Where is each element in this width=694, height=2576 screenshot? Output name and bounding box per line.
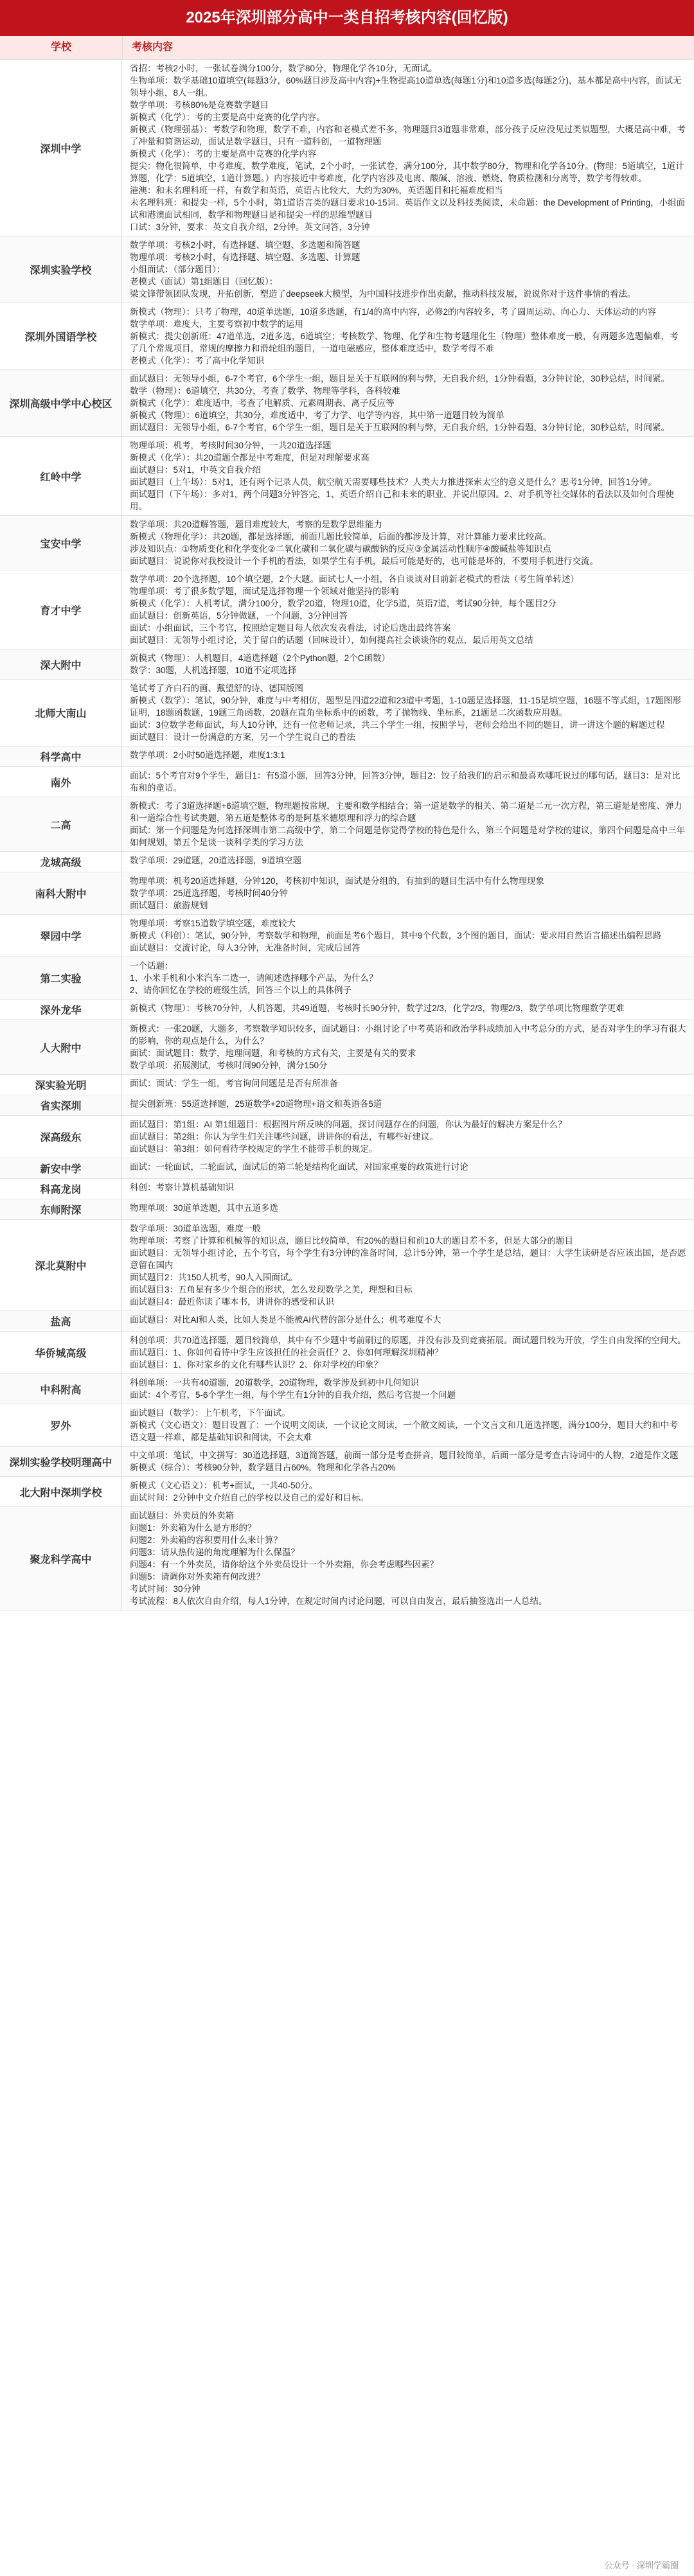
table-row	[0, 797, 694, 852]
exam-content: 新模式：考了3道选择题+6道填空题，物理题按常规，主要和数学相结合；第一道是数学的相关、第二道是二元一次方程，第三道是是密度、弹力和一道综合性考试类题，第五道是整体考的是阿基米德原理和浮力的综合题 面试：第一个问题是为何选择深圳市第二高级中学，第二个问题是你觉得学校的特色是什么，第三个问题是对学校的建议，第四个问题是高中三年如何规划，第五个是谈一谈科学类的学习方法	[130, 801, 685, 847]
table-row	[0, 1095, 694, 1116]
exam-content: 物理单项：机考20道选择题，分钟120，考核初中知识，面试是分组的，有抽到的题目生活中有什么物理现象 数学单项：25道选择题，考核时间40分钟 面试题目：旅游规划	[130, 876, 545, 910]
school-name: 省实深圳	[0, 1095, 122, 1115]
school-name: 宝安中学	[0, 516, 122, 570]
table-row	[0, 1220, 694, 1311]
table-row	[0, 767, 694, 797]
table-body	[0, 60, 694, 1610]
table-row	[0, 1507, 694, 1610]
header-content: 考核内容	[132, 42, 174, 53]
exam-content: 省招：考核2小时，一张试卷满分100分，数学80分，物理化学各10分，无面试。 生物单项：数学基础10道填空(每题3分，60%题目涉及高中内容)+生物提高10道单选(每题1分)和10道多选(每题2分)，基本都是高中内容，面试无领导小组，8人一组。 数学单项：考核80%是竞赛数学题目 新模式（化学）：考的主要是高中竞赛的化学内容。 新模式（物理强基）：考数学和物理，数学不难，内容和老模式差不多，物理题目3道题非常难，部分孩子反应没见过类似题型，大概是高中难，考了冲量和简谐运动，面试是数学题目，只有一道科创，一道物理题 新模式（化学）：考的主要是高中竞赛的化学内容 提尖：物化很简单，中考难度，数学难度，笔试，2个小时，一张试卷，满分100分，其中数学80分，物理和化学各10分。(物理：5道填空，1道计算题，化学：5道填空，1道计算题。）内容接近中考难度，化学内容涉及电离、酸碱、溶液、燃烧、物质检测和分离等，数学考得较难。 港澳：和未名理科班一样，有数学和英语，英语占比较大，大约为30%，英语题目和托福难度相当 未名理科班：和提尖一样，5个小时，第1道语言类的题目要求10-15词。英语作文以及科技类阅读，未命题：the Development of Printing，小组面试和港澳面试相同，数学和物理题目是和提尖一样的思维型题目 口试：3分钟，要求：英文自我介绍，2分钟。英文问答，3分钟	[130, 64, 686, 232]
header-school: 学校	[0, 36, 123, 59]
table-row	[0, 1311, 694, 1332]
exam-content: 科创：考察计算机基础知识	[130, 1183, 234, 1192]
exam-content: 面试：一轮面试，二轮面试，面试后的第二轮是结构化面试，对国家重要的政策进行讨论	[130, 1162, 468, 1172]
table-row	[0, 1374, 694, 1404]
exam-content: 科创单项：一共有40道题，20道数学，20道物理，数学涉及到初中几何知识 面试：4个考官，5-6个学生一组，每个学生有1分钟的自我介绍，然后考官提一个问题	[130, 1378, 456, 1400]
school-name: 人大附中	[0, 1020, 122, 1074]
school-name: 深圳外国语学校	[0, 303, 122, 369]
school-name: 北师大南山	[0, 680, 122, 746]
exam-content: 物理单项：考察15道数学填空题，难度较大 新模式（科创）：笔试，90分钟，考察数学和物理，前面是考6个题目，其中9个代数，3个图的题目，面试：要求用自然语言描述出编程思路 面试题目：交流讨论，每人3分钟，无准备时间，完成后回答	[130, 919, 662, 953]
table-row	[0, 680, 694, 746]
exam-content: 新模式（物理）：考核70分钟，人机答题，共49道题，考核时长90分钟，数学过2/3，化学2/3，物理2/3，数学单项比物理数学更难	[130, 1003, 625, 1013]
table-row	[0, 1477, 694, 1507]
table-row	[0, 872, 694, 915]
footer-watermark: 公众号 · 深圳学霸圈	[604, 2561, 679, 2570]
exam-content: 新模式（文心语文）：机考+面试，一共40-50分。 面试时间：2分钟中文介绍自己的学校以及自己的爱好和目标。	[130, 1481, 369, 1503]
exam-content: 新模式（物理）：只考了物理，40道单选题，10道多选题，有1/4的高中内容，必修2的内容较多，考了圆周运动、向心力、天体运动的内容 数学单项：难度大，主要考察初中数学的运用 新模式：提尖创新班：47道单选，2道多选，6道填空；考核数学、物理、化学和生物考题理化生（物理）整体难度一般，有两题多选题偏难，考了几个常规项目，常规的摩擦力和滑轮组的题目，一道电磁感应，整体难度适中，数学考得不难 老模式（化学）：考了高中化学知识	[130, 307, 679, 366]
school-name: 科高龙岗	[0, 1179, 122, 1199]
school-name: 二高	[0, 797, 122, 851]
school-name: 深大附中	[0, 649, 122, 679]
school-name: 深高级东	[0, 1116, 122, 1158]
school-name: 南科大附中	[0, 872, 122, 914]
school-name: 第二实验	[0, 957, 122, 999]
table-row	[0, 437, 694, 516]
exam-content: 科创单项：共70道选择题，题目较简单，其中有不少题中考前刷过的原题，并没有涉及到竞赛拓展。面试题目较为开放，学生自由发挥的空间大。 面试题目：1、你如何看待中学生应该担任的社会责任？2、你如何理解深圳精神？ 面试题目：1、你对家乡的文化有哪些认识？2、你对学校的印象？	[130, 1336, 686, 1370]
exam-content: 一个话题： 1、小米手机和小米汽车二选一，请阐述选择哪个产品，为什么？ 2、请你回忆在学校的班级生活，回答三个以上的具体例子	[130, 961, 378, 995]
school-name: 科学高中	[0, 746, 122, 766]
exam-content: 新模式（物理）：人机题目，4道选择题（2个Python题，2个C函数） 数学：30题，人机选择题，10道不定项选择	[130, 653, 391, 675]
school-name: 北大附中深圳学校	[0, 1477, 122, 1506]
school-name: 深圳高级中学中心校区	[0, 370, 122, 436]
table-row	[0, 1158, 694, 1179]
table-row	[0, 60, 694, 236]
exam-content: 物理单项：机考，考核时间30分钟，一共20道选择题 新模式（化学）：共20道题全都是中考难度，但是对理解要求高 面试题目：5对1，中英文自我介绍 面试题目（上午场）：5对1，还有两个记录人员，航空航天需要哪些技术？人类大力推进探索太空的意义是什么？思考1分钟，回答1分钟。 面试题目（下午场）：多对1，两个问题3分钟答完，1、英语介绍自己和未来的职业，并说出原因。2、对手机等社交媒体的看法以及如何合理使用。	[130, 441, 674, 511]
exam-content: 数学单项：共20道解答题，题目难度较大，考察的是数学思维能力 新模式（物理化学）：共20题，都是选择题，前面几题比较简单，后面的都涉及计算，对计算能力要求比较高。 涉及知识点：①物质变化和化学变化②二氧化碳和二氧化碳与碳酸钠的反应③金属活动性顺序④酸碱盐等知识点 面试题目：说说你对我校设计一个手机的看法，如果学生有手机，最后可能是好的，也可能是坏的，不要用手机进行交流。	[130, 520, 598, 566]
exam-content: 面试：5个考官对9个学生，题目1：有5道小题，回答3分钟，回答3分钟，题目2：饺子给我们的启示和最喜欢哪吒说过的哪句话，题目3：是对比布和的童话。	[130, 771, 681, 793]
table-row	[0, 1447, 694, 1477]
table-row	[0, 852, 694, 872]
exam-content: 笔试考了齐白石的画、戴望舒的诗、德国版图 新模式（数学）：笔试，90分钟，难度与中考相仿，题型是四道22道和23道中考题，1-10题是选择题，11-15是填空题，16题不等式组，17题图形证明，18题函数题，19题三角函数，20题在直角坐标系中的函数，考了抛物线、坐标系，21题是二次函数应用题。 面试：3位数学老师面试，每人10分钟，还有一位老师记录，共三个学生一组，按照学号，老师会给出不同的题目，讲一讲这个题的解题过程 面试题目：设计一份满意的方案，另一个学生说自己的看法	[130, 684, 681, 742]
school-name: 深圳中学	[0, 60, 122, 236]
table-row	[0, 1020, 694, 1075]
table-row	[0, 370, 694, 437]
table-row	[0, 303, 694, 370]
table-row	[0, 746, 694, 767]
exam-content: 数学单项：考核2小时，有选择题、填空题、多选题和简答题 物理单项：考核2小时，有选择题、填空题、多选题、计算题 小组面试：（部分题目）： 老模式（面试）第1组题目（回忆版）： 梁文锋带领团队发现，开拓创新，塑造了deepseek大模型，为中国科技进步作出贡献，推动科技发展，说说你对于这件事情的看法。	[130, 240, 636, 299]
table-row	[0, 649, 694, 680]
exam-content: 新模式：一张20题，大题多，考察数学知识较多，面试题目：小组讨论了中考英语和政治学科成绩加入中考总分的方式，是否对学生的学习有很大的影响，你的观点是什么，为什么？ 面试：面试题目：数学，地理问题，和考核的方式有关，主要是有关的要求 数学单项：拓展测试，考核时间90分钟，满分150分	[130, 1024, 686, 1070]
school-name: 育才中学	[0, 570, 122, 649]
school-name: 华侨城高级	[0, 1332, 122, 1373]
school-name: 罗外	[0, 1404, 122, 1446]
school-name: 东师附深	[0, 1199, 122, 1219]
school-name: 深实验光明	[0, 1075, 122, 1095]
page-title: 2025年深圳部分高中一类自招考核内容(回忆版)	[0, 0, 694, 36]
school-name: 红岭中学	[0, 437, 122, 515]
school-name: 深圳实验学校明理高中	[0, 1447, 122, 1476]
school-name: 南外	[0, 767, 122, 797]
table-row	[0, 516, 694, 570]
exam-content: 面试题目：无领导小组，6-7个考官，6个学生一组，题目是关于互联网的利与弊，无自我介绍，1分钟看题，3分钟讨论，30秒总结，时间紧。 数学（物理）：6道填空，共30分，考查了数学、物理等学科，各科较难 新模式（化学）：难度适中，考查了电解质、元素周期表、离子反应等 新模式（物理）：6道填空，共30分，难度适中，考了力学、电学等内容，其中第一道题目较为简单 面试题目：无领导小组，6-7个考官，6个学生一组，题目是关于互联网的利与弊，无自我介绍，1分钟看题，3分钟讨论，30秒总结，时间紧。	[130, 374, 670, 432]
exam-content: 面试题目：对比AI和人类，比如人类是不能被AI代替的部分是什么；机考难度不大	[130, 1315, 441, 1325]
exam-content: 面试：面试：学生一组，考官询问问题是是否有所准备	[130, 1079, 338, 1088]
table-row	[0, 1404, 694, 1447]
exam-content: 面试题目：第1组：AI 第1组题目：根据图片所反映的问题，探讨问题存在的问题，你认为最好的解决方案是什么？ 面试题目：第2组：你认为学生们关注哪些问题，讲讲你的看法，有哪些好建议。 面试题目：第3组：如何看待学校规定的学生不能带手机的规定。	[130, 1120, 567, 1154]
school-name: 翠园中学	[0, 915, 122, 957]
school-name: 聚龙科学高中	[0, 1507, 122, 1610]
exam-content: 数学单项：30道单选题，难度一般 物理单项：考察了计算和机械等的知识点，题目比较简单，有20%的题目和前10大的题目差不多，但是大部分的题目 面试题目：无领导小组讨论，五个考官，每个学生有3分钟的准备时间，总计5分钟，第一个学生是总结，题目：大学生读研是否应该出国，是否愿意留在国内 面试题目2：共150人机考，90人入围面试。 面试题目3：五角星有多少个组合的形状，怎么发现数学之美，理想和目标 面试题目4：最近你读了哪本书，讲讲你的感受和认识	[130, 1224, 686, 1307]
school-name: 中科附高	[0, 1374, 122, 1404]
school-name: 深圳实验学校	[0, 236, 122, 303]
table-row	[0, 1332, 694, 1374]
exam-content: 中文单项：笔试，中文拼写：30道选择题，3道简答题，前面一部分是考查拼音，题目较简单，后面一部分是考查古诗词中的人物，2道是作文题 新模式（综合）：考核90分钟，数学题目占60%，物理和化学各占20%	[130, 1451, 679, 1472]
exam-content: 面试题目（数学）：上午机考，下午面试。 新模式（文心语文）：题目设置了：一个说明文阅读，一个议论文阅读，一个散文阅读，一个文言文和几道选择题，满分100分，题目大约和中考语文题一样难，都是基础知识和阅读，不会太难	[130, 1408, 678, 1442]
exam-content: 物理单项：30道单选题，其中五道多选	[130, 1203, 279, 1213]
table-row	[0, 236, 694, 303]
table-header	[0, 36, 694, 60]
table-row	[0, 1075, 694, 1095]
exam-content: 数学单项：20个选择题，10个填空题，2个大题。面试七人一小组，各自谈谈对目前新老模式的看法（考生简单转述） 物理单项：考了很多数学题，面试是选择物理一个领域对他坚持的影响 新模式（化学）：人机考试，满分100分，数学20道，物理10道，化学5道，英语7道，考试90分钟，每个题目2分 面试题目：创新英语，5分钟做题，一个问题，3分钟回答 面试：小组面试，三个考官，按照给定题目每人依次发表看法，讨论后选出最终答案 面试题目：无领导小组讨论，关于留白的话题（回味设计），如何提高社会谈谈你的观点，最后用英文总结	[130, 574, 580, 645]
table-row	[0, 915, 694, 957]
exam-content: 提尖创新班：55道选择题，25道数学+20道物理+语文和英语各5道	[130, 1099, 382, 1109]
table-row	[0, 1179, 694, 1199]
school-name: 新安中学	[0, 1158, 122, 1178]
table-row	[0, 1116, 694, 1158]
school-name: 龙城高级	[0, 852, 122, 872]
exam-content: 数学单项：29道题，20道选择题，9道填空题	[130, 856, 302, 865]
exam-content: 数学单项：2小时50道选择题，难度1:3:1	[130, 750, 285, 760]
exam-content: 面试题目：外卖员的外卖箱 问题1：外卖箱为什么是方形的？ 问题2：外卖箱的容积要用什么来计算？ 问题3：请从热传递的角度理解为什么保温？ 问题4：有一个外卖员，请你给这个外卖员设计一个外卖箱，你会考虑哪些因素？ 问题5：请调你对外卖箱有何改进？ 考试时间：30分钟 考试流程：8人依次自由介绍，每人1分钟，在规定时间内讨论问题，可以自由发言，最后抽签选出一人总结。	[130, 1511, 547, 1606]
table-row	[0, 1199, 694, 1220]
school-name: 深外龙华	[0, 1000, 122, 1019]
table-row	[0, 570, 694, 649]
table-row	[0, 1000, 694, 1020]
table-row	[0, 957, 694, 1000]
school-name: 深北莫附中	[0, 1220, 122, 1310]
school-name: 盐高	[0, 1311, 122, 1331]
